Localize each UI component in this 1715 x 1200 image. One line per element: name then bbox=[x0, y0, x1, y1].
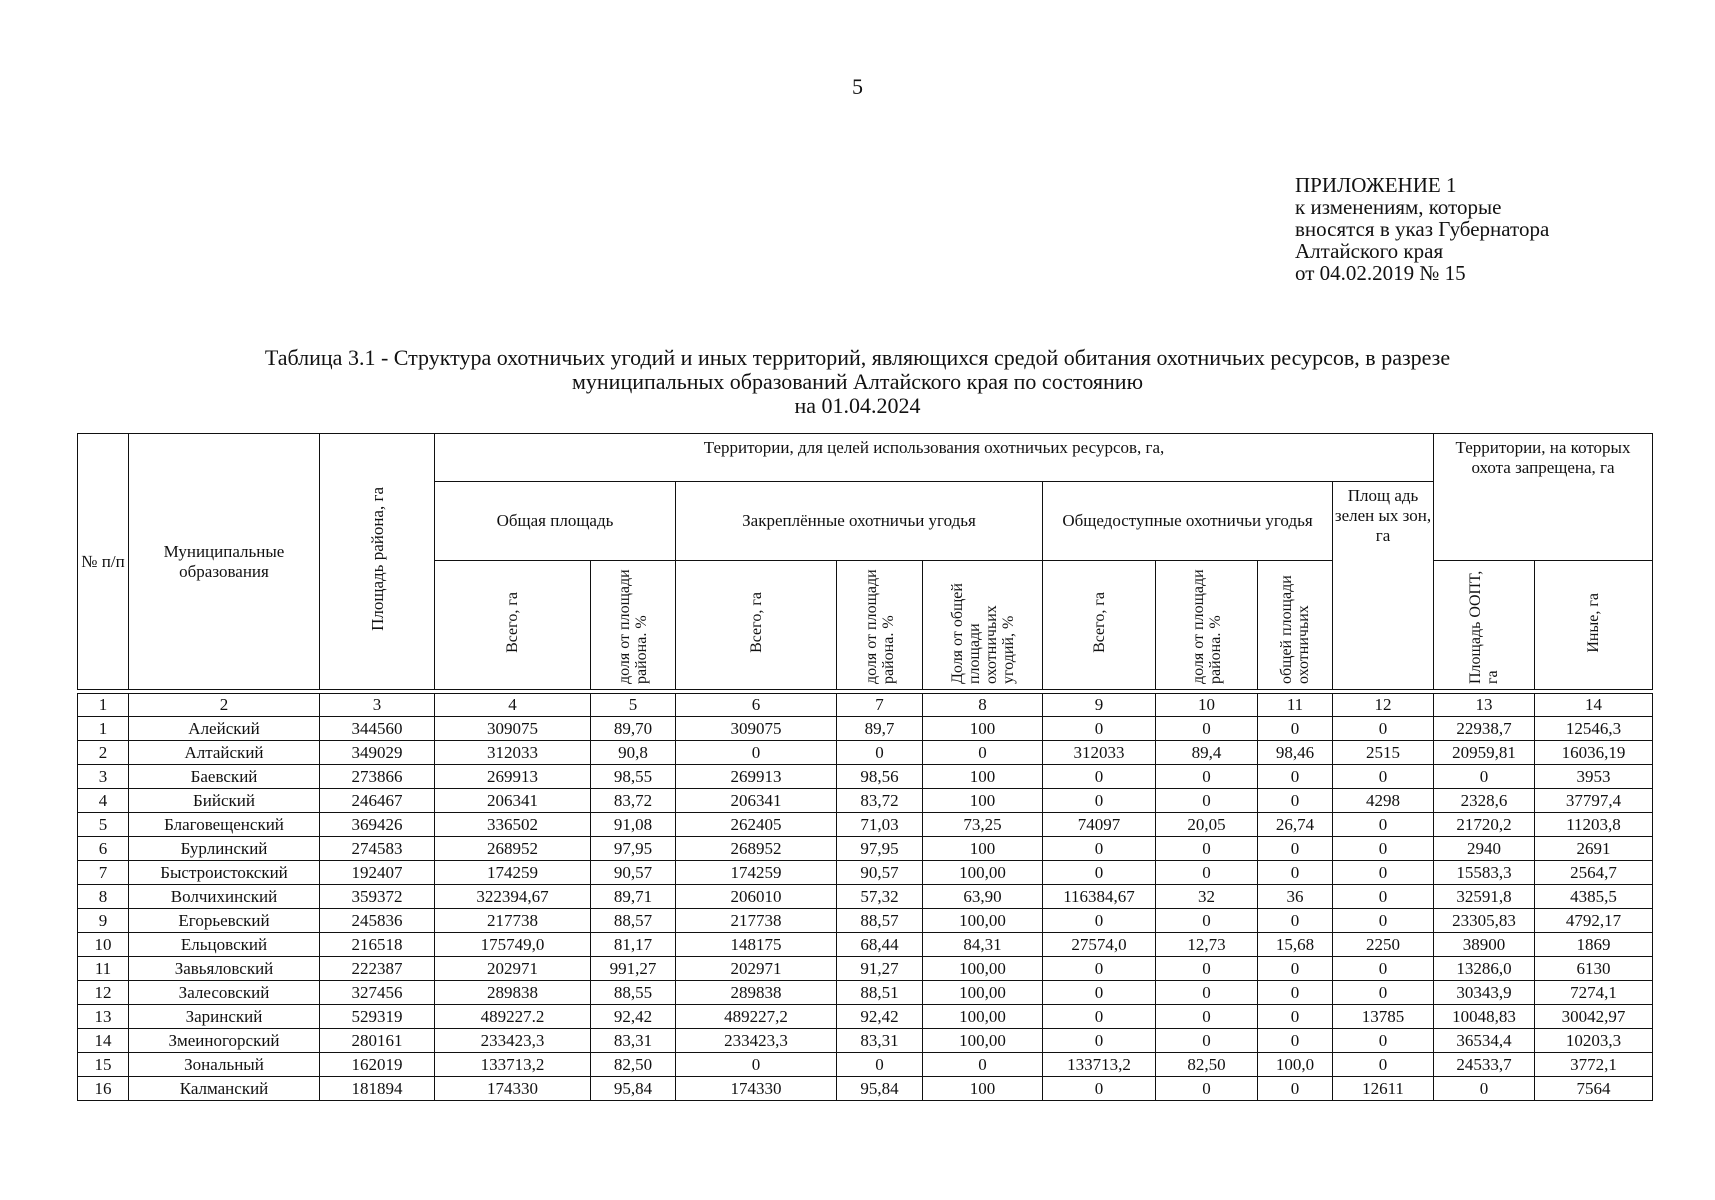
table-row bbox=[78, 885, 1653, 909]
table-cell: 12,73 bbox=[1156, 933, 1258, 957]
table-header bbox=[78, 434, 1653, 694]
table-cell: 2940 bbox=[1434, 837, 1535, 861]
table-cell: 202971 bbox=[435, 957, 591, 981]
municipality-name-cell: Залесовский bbox=[129, 981, 320, 1005]
table-cell: 269913 bbox=[676, 765, 837, 789]
header-c9 bbox=[1043, 561, 1156, 690]
table-row bbox=[78, 981, 1653, 1005]
header-assigned-grounds: Закреплённые охотничьи угодья bbox=[676, 482, 1043, 561]
table-cell: 217738 bbox=[435, 909, 591, 933]
table-cell: 0 bbox=[1043, 765, 1156, 789]
table-cell: 222387 bbox=[320, 957, 435, 981]
table-cell: 3 bbox=[78, 765, 129, 789]
table-cell: 245836 bbox=[320, 909, 435, 933]
table-cell: 181894 bbox=[320, 1077, 435, 1101]
table-cell: 0 bbox=[1043, 1005, 1156, 1029]
table-cell: 206341 bbox=[435, 789, 591, 813]
header-total-area: Общая площадь bbox=[435, 482, 676, 561]
appendix-line: ПРИЛОЖЕНИЕ 1 bbox=[1295, 173, 1457, 197]
municipality-name-cell: Егорьевский bbox=[129, 909, 320, 933]
table-cell: 0 bbox=[1333, 885, 1434, 909]
header-municipal: Муниципальные образования bbox=[129, 434, 320, 690]
table-cell: 246467 bbox=[320, 789, 435, 813]
table-cell: 174259 bbox=[676, 861, 837, 885]
table-cell: 0 bbox=[1043, 861, 1156, 885]
table-cell: 148175 bbox=[676, 933, 837, 957]
header-c8-text: Доля от общей площади охотничьих угодий, % bbox=[948, 582, 1017, 684]
table-cell: 0 bbox=[1043, 909, 1156, 933]
table-cell: 97,95 bbox=[591, 837, 676, 861]
table-cell: 280161 bbox=[320, 1029, 435, 1053]
table-cell: 84,31 bbox=[923, 933, 1043, 957]
table-cell: 100,00 bbox=[923, 861, 1043, 885]
table-cell: 89,71 bbox=[591, 885, 676, 909]
column-number-cell: 6 bbox=[676, 694, 837, 717]
table-cell: 0 bbox=[1156, 1077, 1258, 1101]
table-cell: 88,57 bbox=[591, 909, 676, 933]
municipality-name-cell: Зональный bbox=[129, 1053, 320, 1077]
municipality-name-cell: Волчихинский bbox=[129, 885, 320, 909]
table-cell: 89,7 bbox=[837, 717, 923, 741]
table-cell: 268952 bbox=[435, 837, 591, 861]
column-number-cell: 3 bbox=[320, 694, 435, 717]
table-cell: 0 bbox=[1333, 957, 1434, 981]
table-cell: 206341 bbox=[676, 789, 837, 813]
municipality-name-cell: Алтайский bbox=[129, 741, 320, 765]
table-row bbox=[78, 765, 1653, 789]
column-number-cell: 14 bbox=[1535, 694, 1653, 717]
table-cell: 233423,3 bbox=[676, 1029, 837, 1053]
table-cell: 0 bbox=[1434, 1077, 1535, 1101]
page-number: 5 bbox=[852, 74, 863, 99]
header-district-area bbox=[320, 434, 435, 690]
table-cell: 37797,4 bbox=[1535, 789, 1653, 813]
header-num: № п/п bbox=[78, 434, 129, 690]
table-cell: 95,84 bbox=[837, 1077, 923, 1101]
appendix-line: Алтайского края bbox=[1295, 239, 1444, 263]
table-cell: 10203,3 bbox=[1535, 1029, 1653, 1053]
table-cell: 116384,67 bbox=[1043, 885, 1156, 909]
table-cell: 32591,8 bbox=[1434, 885, 1535, 909]
appendix-line: к изменениям, которые bbox=[1295, 195, 1502, 219]
table-cell: 2564,7 bbox=[1535, 861, 1653, 885]
table-cell: 0 bbox=[1434, 765, 1535, 789]
table-cell: 71,03 bbox=[837, 813, 923, 837]
table-cell: 174330 bbox=[435, 1077, 591, 1101]
table-cell: 262405 bbox=[676, 813, 837, 837]
table-cell: 32 bbox=[1156, 885, 1258, 909]
table-cell: 20,05 bbox=[1156, 813, 1258, 837]
table-cell: 100,00 bbox=[923, 1005, 1043, 1029]
table-cell: 0 bbox=[676, 741, 837, 765]
table-row bbox=[78, 933, 1653, 957]
table-cell: 336502 bbox=[435, 813, 591, 837]
table-cell: 0 bbox=[923, 1053, 1043, 1077]
table-cell: 0 bbox=[1156, 765, 1258, 789]
table-cell: 0 bbox=[923, 741, 1043, 765]
table-cell: 0 bbox=[1156, 957, 1258, 981]
municipality-name-cell: Бурлинский bbox=[129, 837, 320, 861]
table-cell: 11203,8 bbox=[1535, 813, 1653, 837]
municipality-name-cell: Бийский bbox=[129, 789, 320, 813]
table-cell: 3772,1 bbox=[1535, 1053, 1653, 1077]
header-c13 bbox=[1434, 561, 1535, 690]
table-cell: 269913 bbox=[435, 765, 591, 789]
table-cell: 274583 bbox=[320, 837, 435, 861]
header-c4-text: Всего, га bbox=[504, 592, 521, 653]
table-row bbox=[78, 1077, 1653, 1101]
table-cell: 0 bbox=[1156, 717, 1258, 741]
table-row bbox=[78, 861, 1653, 885]
municipality-name-cell: Алейский bbox=[129, 717, 320, 741]
table-cell: 312033 bbox=[435, 741, 591, 765]
header-c10 bbox=[1156, 561, 1258, 690]
table-cell: 5 bbox=[78, 813, 129, 837]
table-cell: 369426 bbox=[320, 813, 435, 837]
table-row bbox=[78, 813, 1653, 837]
table-cell: 0 bbox=[1333, 861, 1434, 885]
table-cell: 0 bbox=[1333, 717, 1434, 741]
table-cell: 0 bbox=[1258, 1005, 1333, 1029]
table-cell: 6 bbox=[78, 837, 129, 861]
header-c14-text: Иные, га bbox=[1585, 592, 1602, 653]
table-cell: 0 bbox=[1333, 1053, 1434, 1077]
table-cell: 83,72 bbox=[591, 789, 676, 813]
column-number-cell: 13 bbox=[1434, 694, 1535, 717]
header-c4 bbox=[435, 561, 591, 690]
table-row bbox=[78, 1005, 1653, 1029]
table-cell: 89,70 bbox=[591, 717, 676, 741]
table-cell: 0 bbox=[1258, 1077, 1333, 1101]
table-cell: 74097 bbox=[1043, 813, 1156, 837]
table-cell: 6130 bbox=[1535, 957, 1653, 981]
table-cell: 0 bbox=[1333, 981, 1434, 1005]
header-c10-text: доля от площади района. % bbox=[1189, 568, 1224, 684]
column-number-cell: 10 bbox=[1156, 694, 1258, 717]
table-cell: 0 bbox=[1156, 1005, 1258, 1029]
table-cell: 12546,3 bbox=[1535, 717, 1653, 741]
table-cell: 233423,3 bbox=[435, 1029, 591, 1053]
table-cell: 0 bbox=[1258, 909, 1333, 933]
table-cell: 100 bbox=[923, 717, 1043, 741]
table-cell: 30343,9 bbox=[1434, 981, 1535, 1005]
table-cell: 0 bbox=[1043, 1077, 1156, 1101]
table-cell: 0 bbox=[1333, 813, 1434, 837]
table-cell: 289838 bbox=[676, 981, 837, 1005]
table-cell: 0 bbox=[1043, 957, 1156, 981]
header-c13-text: Площадь ООПТ, га bbox=[1467, 570, 1501, 684]
municipality-name-cell: Змеиногорский bbox=[129, 1029, 320, 1053]
table-cell: 312033 bbox=[1043, 741, 1156, 765]
header-c11-text: общей площади охотничьих bbox=[1278, 574, 1312, 684]
table-caption bbox=[0, 346, 1715, 418]
table-cell: 73,25 bbox=[923, 813, 1043, 837]
table-cell: 309075 bbox=[435, 717, 591, 741]
table-cell: 83,31 bbox=[837, 1029, 923, 1053]
table-cell: 1869 bbox=[1535, 933, 1653, 957]
table-cell: 529319 bbox=[320, 1005, 435, 1029]
municipality-name-cell: Завьяловский bbox=[129, 957, 320, 981]
column-number-cell: 7 bbox=[837, 694, 923, 717]
hunting-grounds-table bbox=[77, 433, 1653, 1101]
table-cell: 24533,7 bbox=[1434, 1053, 1535, 1077]
table-cell: 0 bbox=[1258, 765, 1333, 789]
table-cell: 38900 bbox=[1434, 933, 1535, 957]
table-cell: 90,57 bbox=[591, 861, 676, 885]
table-cell: 100 bbox=[923, 1077, 1043, 1101]
caption-line: на 01.04.2024 bbox=[794, 393, 921, 418]
table-cell: 98,46 bbox=[1258, 741, 1333, 765]
table-cell: 27574,0 bbox=[1043, 933, 1156, 957]
table-cell: 57,32 bbox=[837, 885, 923, 909]
caption-line: муниципальных образований Алтайского края по состоянию bbox=[571, 369, 1144, 394]
column-number-cell: 4 bbox=[435, 694, 591, 717]
column-number-cell: 8 bbox=[923, 694, 1043, 717]
table-cell: 202971 bbox=[676, 957, 837, 981]
table-cell: 100 bbox=[923, 789, 1043, 813]
table-cell: 97,95 bbox=[837, 837, 923, 861]
table-cell: 88,55 bbox=[591, 981, 676, 1005]
table-cell: 289838 bbox=[435, 981, 591, 1005]
column-number-cell: 9 bbox=[1043, 694, 1156, 717]
table-cell: 23305,83 bbox=[1434, 909, 1535, 933]
table-cell: 82,50 bbox=[1156, 1053, 1258, 1077]
table-cell: 91,27 bbox=[837, 957, 923, 981]
table-cell: 7564 bbox=[1535, 1077, 1653, 1101]
table-cell: 98,56 bbox=[837, 765, 923, 789]
table-row bbox=[78, 717, 1653, 741]
table-cell: 63,90 bbox=[923, 885, 1043, 909]
table-cell: 2515 bbox=[1333, 741, 1434, 765]
table-cell: 82,50 bbox=[591, 1053, 676, 1077]
municipality-name-cell: Заринский bbox=[129, 1005, 320, 1029]
table-row bbox=[78, 957, 1653, 981]
table-cell: 1 bbox=[78, 717, 129, 741]
column-number-cell: 1 bbox=[78, 694, 129, 717]
table-cell: 13 bbox=[78, 1005, 129, 1029]
table-cell: 0 bbox=[676, 1053, 837, 1077]
table-cell: 88,51 bbox=[837, 981, 923, 1005]
table-cell: 0 bbox=[1156, 837, 1258, 861]
table-row bbox=[78, 837, 1653, 861]
table-cell: 206010 bbox=[676, 885, 837, 909]
header-district-area-text: Площадь района, га bbox=[367, 487, 387, 631]
table-cell: 4792,17 bbox=[1535, 909, 1653, 933]
column-number-row bbox=[78, 694, 1653, 717]
header-c14 bbox=[1535, 561, 1653, 690]
header-territories-forbidden: Территории, на которых охота запрещена, га bbox=[1434, 434, 1653, 561]
table-cell: 100,00 bbox=[923, 957, 1043, 981]
table-cell: 20959,81 bbox=[1434, 741, 1535, 765]
table-cell: 15,68 bbox=[1258, 933, 1333, 957]
header-c9-text: Всего, га bbox=[1090, 592, 1108, 653]
table-cell: 100,00 bbox=[923, 981, 1043, 1005]
table-cell: 88,57 bbox=[837, 909, 923, 933]
table-cell: 100,0 bbox=[1258, 1053, 1333, 1077]
header-c5 bbox=[591, 561, 676, 690]
table-cell: 90,8 bbox=[591, 741, 676, 765]
table-cell: 14 bbox=[78, 1029, 129, 1053]
table-cell: 0 bbox=[1043, 1029, 1156, 1053]
table-cell: 0 bbox=[1156, 861, 1258, 885]
caption-line: Таблица 3.1 - Структура охотничьих угодий и иных территорий, являющихся средой обитания охотничьих ресурсов, в разрезе bbox=[264, 345, 1451, 370]
table-cell: 0 bbox=[1258, 861, 1333, 885]
table-cell: 0 bbox=[1258, 957, 1333, 981]
table-cell: 15583,3 bbox=[1434, 861, 1535, 885]
table-cell: 174330 bbox=[676, 1077, 837, 1101]
table-cell: 273866 bbox=[320, 765, 435, 789]
table-cell: 489227,2 bbox=[676, 1005, 837, 1029]
table-cell: 21720,2 bbox=[1434, 813, 1535, 837]
table-cell: 81,17 bbox=[591, 933, 676, 957]
table-row bbox=[78, 741, 1653, 765]
table-cell: 349029 bbox=[320, 741, 435, 765]
table-cell: 26,74 bbox=[1258, 813, 1333, 837]
header-c7-text: доля от площади района. % bbox=[862, 568, 897, 684]
header-c6 bbox=[676, 561, 837, 690]
municipality-name-cell: Ельцовский bbox=[129, 933, 320, 957]
table-cell: 2328,6 bbox=[1434, 789, 1535, 813]
table-cell: 216518 bbox=[320, 933, 435, 957]
table-cell: 344560 bbox=[320, 717, 435, 741]
table-cell: 10048,83 bbox=[1434, 1005, 1535, 1029]
table-cell: 12 bbox=[78, 981, 129, 1005]
municipality-name-cell: Калманский bbox=[129, 1077, 320, 1101]
header-c6-text: Всего, га bbox=[747, 592, 765, 653]
table-cell: 0 bbox=[1043, 789, 1156, 813]
table-cell: 90,57 bbox=[837, 861, 923, 885]
table-cell: 2 bbox=[78, 741, 129, 765]
table-cell: 0 bbox=[1258, 981, 1333, 1005]
table-cell: 0 bbox=[1258, 837, 1333, 861]
table-row bbox=[78, 909, 1653, 933]
table-cell: 12611 bbox=[1333, 1077, 1434, 1101]
table-cell: 100 bbox=[923, 765, 1043, 789]
table-cell: 0 bbox=[1333, 1029, 1434, 1053]
table-cell: 9 bbox=[78, 909, 129, 933]
table-cell: 0 bbox=[1156, 981, 1258, 1005]
table-cell: 95,84 bbox=[591, 1077, 676, 1101]
table-cell: 327456 bbox=[320, 981, 435, 1005]
table-cell: 359372 bbox=[320, 885, 435, 909]
table-row bbox=[78, 1053, 1653, 1077]
table-cell: 83,72 bbox=[837, 789, 923, 813]
table-cell: 133713,2 bbox=[435, 1053, 591, 1077]
table-cell: 11 bbox=[78, 957, 129, 981]
table-cell: 7 bbox=[78, 861, 129, 885]
header-c5-text: доля от площади района. % bbox=[616, 568, 650, 684]
table-cell: 100,00 bbox=[923, 1029, 1043, 1053]
table-cell: 133713,2 bbox=[1043, 1053, 1156, 1077]
table-cell: 0 bbox=[837, 1053, 923, 1077]
table-row bbox=[78, 1029, 1653, 1053]
table-cell: 0 bbox=[1043, 717, 1156, 741]
table-body bbox=[78, 694, 1653, 1101]
table-cell: 100,00 bbox=[923, 909, 1043, 933]
table-cell: 0 bbox=[1333, 909, 1434, 933]
table-cell: 0 bbox=[1043, 837, 1156, 861]
header-c11 bbox=[1258, 561, 1333, 690]
table-cell: 8 bbox=[78, 885, 129, 909]
table-cell: 2691 bbox=[1535, 837, 1653, 861]
appendix-block bbox=[1295, 174, 1549, 284]
table-cell: 92,42 bbox=[591, 1005, 676, 1029]
table-cell: 489227.2 bbox=[435, 1005, 591, 1029]
table-cell: 0 bbox=[1156, 909, 1258, 933]
table-cell: 100 bbox=[923, 837, 1043, 861]
column-number-cell: 11 bbox=[1258, 694, 1333, 717]
table-cell: 83,31 bbox=[591, 1029, 676, 1053]
table-cell: 0 bbox=[1258, 717, 1333, 741]
table-cell: 10 bbox=[78, 933, 129, 957]
municipality-name-cell: Быстроистокский bbox=[129, 861, 320, 885]
header-c8 bbox=[923, 561, 1043, 690]
table-cell: 13286,0 bbox=[1434, 957, 1535, 981]
appendix-line: вносятся в указ Губернатора bbox=[1295, 217, 1550, 241]
table-cell: 16036,19 bbox=[1535, 741, 1653, 765]
table-cell: 22938,7 bbox=[1434, 717, 1535, 741]
table-cell: 174259 bbox=[435, 861, 591, 885]
table-cell: 92,42 bbox=[837, 1005, 923, 1029]
column-number-cell: 2 bbox=[129, 694, 320, 717]
table-cell: 309075 bbox=[676, 717, 837, 741]
table-cell: 4385,5 bbox=[1535, 885, 1653, 909]
table-cell: 0 bbox=[1333, 765, 1434, 789]
table-cell: 217738 bbox=[676, 909, 837, 933]
table-cell: 16 bbox=[78, 1077, 129, 1101]
table-cell: 7274,1 bbox=[1535, 981, 1653, 1005]
table-cell: 13785 bbox=[1333, 1005, 1434, 1029]
table-cell: 89,4 bbox=[1156, 741, 1258, 765]
table-cell: 4298 bbox=[1333, 789, 1434, 813]
table-cell: 0 bbox=[1156, 789, 1258, 813]
header-public-grounds: Общедоступные охотничьи угодья bbox=[1043, 482, 1333, 561]
table-cell: 991,27 bbox=[591, 957, 676, 981]
table-cell: 0 bbox=[1156, 1029, 1258, 1053]
appendix-line: от 04.02.2019 № 15 bbox=[1295, 261, 1466, 285]
table-cell: 0 bbox=[1258, 789, 1333, 813]
table-cell: 4 bbox=[78, 789, 129, 813]
header-c7 bbox=[837, 561, 923, 690]
table-cell: 0 bbox=[1333, 837, 1434, 861]
table-cell: 322394,67 bbox=[435, 885, 591, 909]
table-cell: 0 bbox=[1258, 1029, 1333, 1053]
table-cell: 68,44 bbox=[837, 933, 923, 957]
municipality-name-cell: Благовещенский bbox=[129, 813, 320, 837]
column-number-cell: 5 bbox=[591, 694, 676, 717]
municipality-name-cell: Баевский bbox=[129, 765, 320, 789]
table-cell: 192407 bbox=[320, 861, 435, 885]
table-cell: 15 bbox=[78, 1053, 129, 1077]
table-cell: 0 bbox=[1043, 981, 1156, 1005]
table-cell: 0 bbox=[837, 741, 923, 765]
header-territories-hunting: Территории, для целей использования охотничьих ресурсов, га, bbox=[435, 434, 1434, 482]
table-cell: 30042,97 bbox=[1535, 1005, 1653, 1029]
table-row bbox=[78, 789, 1653, 813]
table-cell: 98,55 bbox=[591, 765, 676, 789]
table-cell: 175749,0 bbox=[435, 933, 591, 957]
table-cell: 162019 bbox=[320, 1053, 435, 1077]
table-cell: 36534,4 bbox=[1434, 1029, 1535, 1053]
table-cell: 268952 bbox=[676, 837, 837, 861]
table-cell: 91,08 bbox=[591, 813, 676, 837]
column-number-cell: 12 bbox=[1333, 694, 1434, 717]
table-cell: 3953 bbox=[1535, 765, 1653, 789]
table-cell: 36 bbox=[1258, 885, 1333, 909]
table-cell: 2250 bbox=[1333, 933, 1434, 957]
header-green-zones: Площ адь зелен ых зон, га bbox=[1333, 482, 1434, 690]
